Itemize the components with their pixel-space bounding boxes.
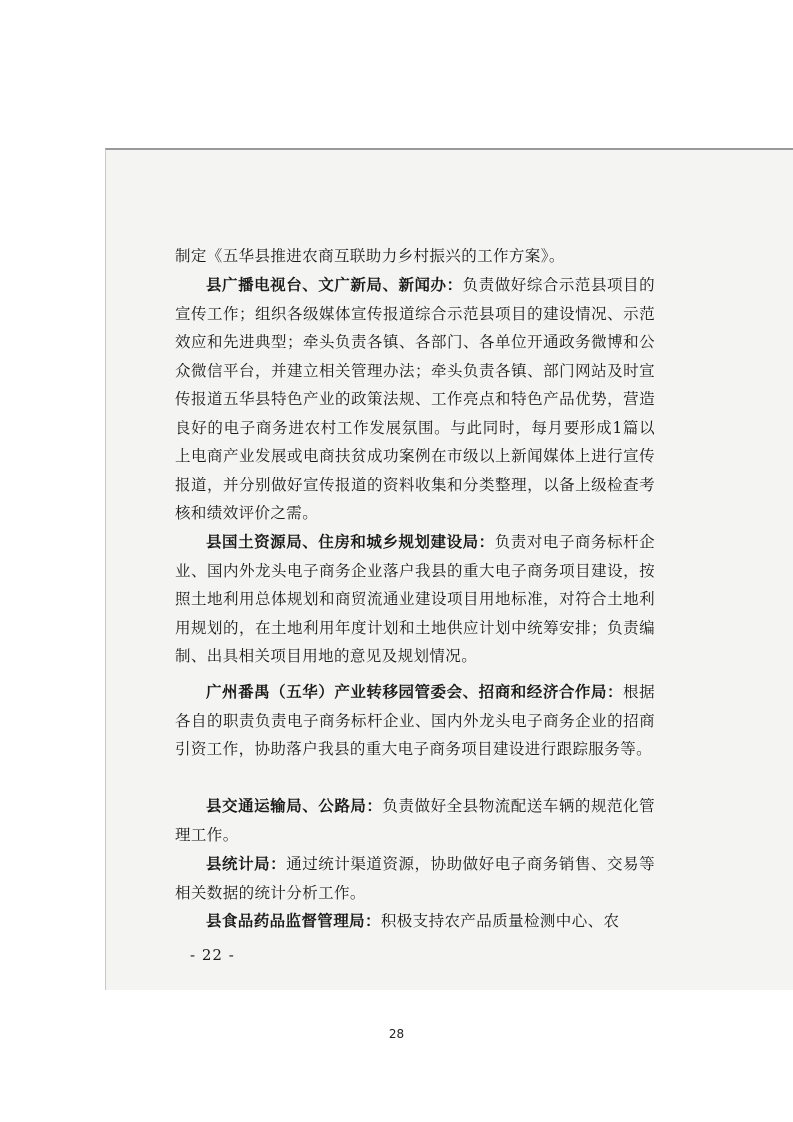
paragraph-text: 制定《五华县推进农商互联助力乡村振兴的工作方案》。: [175, 247, 565, 265]
paragraph-text: 负责做好综合示范县项目的宣传工作；组织各级媒体宣传报道综合示范县项目的建设情况、示范效应和先进典型；牵头负责各镇、各部门、各单位开通政务微博和公众微信平台，并建立相关管理办法；牵头负责各镇、部门网站及时宣传报道五华县特色产业的政策法规、工作亮点和特色产品优势，营造良好的电子商务进农村工作发展氛围。与此同时，每月要形成1篇以上电商产业发展或电商扶贫成功案例在市级以上新闻媒体上进行宣传报道，并分别做好宣传报道的资料收集和分类整理，以备上级检查考核和绩效评价之需。: [175, 276, 655, 522]
paragraph-3: [175, 528, 655, 671]
scan-page-number: 28: [388, 1027, 405, 1041]
paragraph-text: 积极支持农产品质量检测中心、农: [380, 912, 620, 930]
paragraph-4: [175, 678, 655, 764]
paragraph-lead: 县食品药品监督管理局：: [206, 911, 381, 930]
paragraph-lead: 县国土资源局、住房和城乡规划建设局：: [206, 532, 495, 551]
paragraph-text: 负责做好全县物流配送车辆的规范化管理工作。: [175, 797, 655, 844]
page-number: - 22 -: [190, 946, 235, 964]
paragraph-lead: 广州番禺（五华）产业转移园管委会、招商和经济合作局：: [206, 682, 624, 701]
paragraph-6: [175, 850, 655, 907]
paragraph-text: 通过统计渠道资源，协助做好电子商务销售、交易等相关数据的统计分析工作。: [175, 855, 655, 902]
paragraph-7: [175, 907, 655, 936]
paragraph-text: 负责对电子商务标杆企业、国内外龙头电子商务企业落户我县的重大电子商务项目建设，按照土地利用总体规划和商贸流通业建设项目用地标准，对符合土地利用规划的，在土地利用年度计划和土地供应计划中统筹安排；负责编制、出具相关项目用地的意见及规划情况。: [175, 533, 655, 665]
paragraph-lead: 县交通运输局、公路局：: [206, 796, 383, 815]
paragraph-lead: 县广播电视台、文广新局、新闻办：: [206, 275, 463, 294]
paragraph-1: [175, 242, 655, 271]
paragraph-lead: 县统计局：: [206, 854, 287, 873]
paragraph-text: 根据各自的职责负责电子商务标杆企业、国内外龙头电子商务企业的招商引资工作，协助落户我县的重大电子商务项目建设进行跟踪服务等。: [175, 683, 655, 758]
paragraph-2: [175, 271, 655, 528]
paragraph-5: [175, 792, 655, 849]
